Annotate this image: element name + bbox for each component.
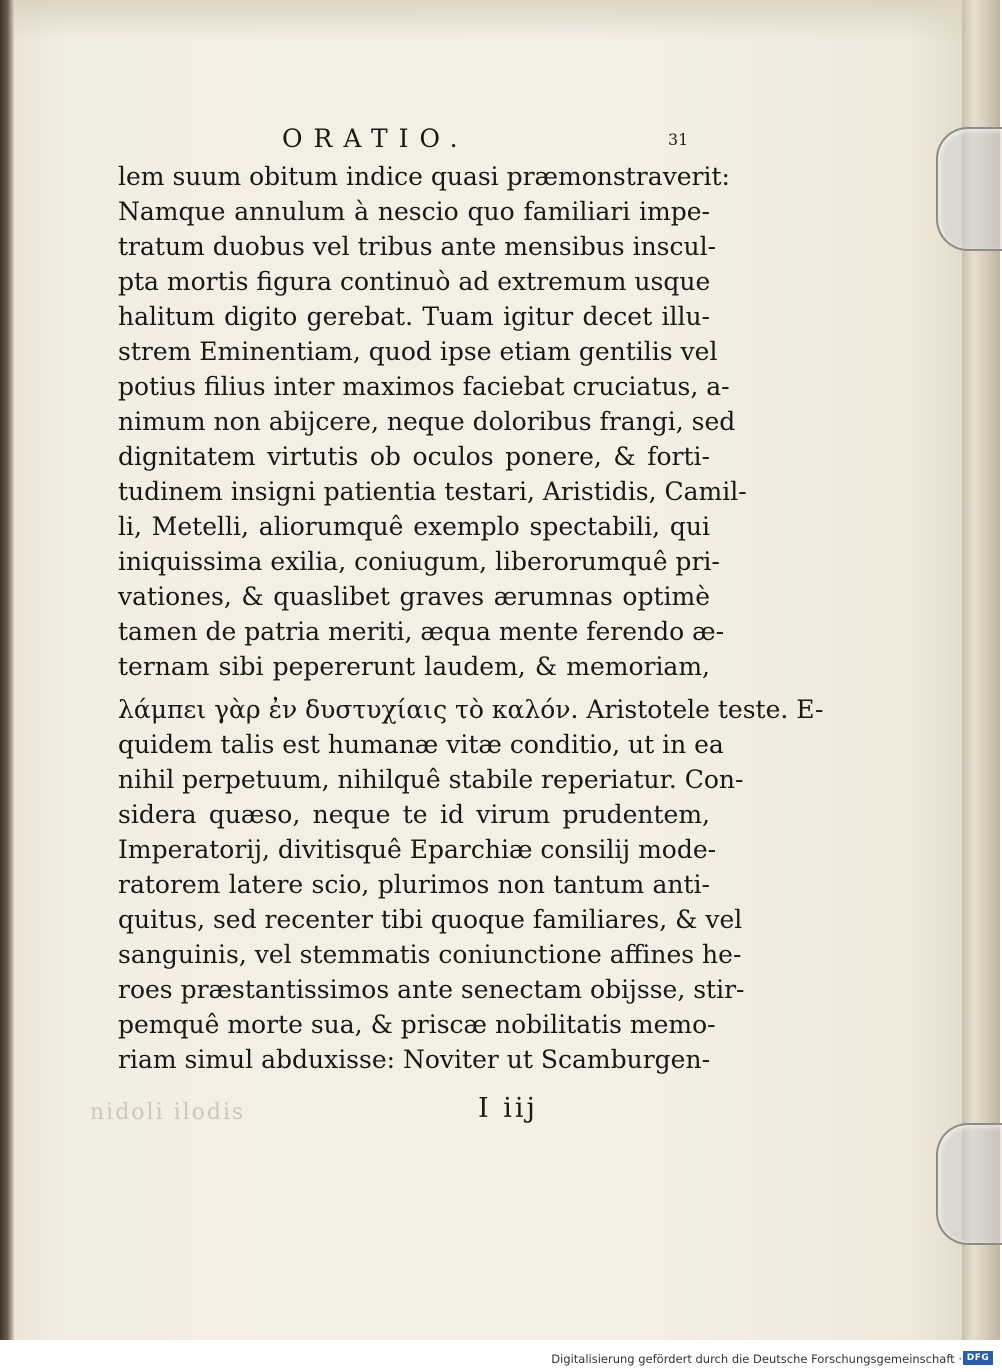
folio-number: 31: [668, 130, 689, 149]
body-line: tamen de patria meriti, æqua mente ferendo æ-: [118, 617, 725, 646]
showthrough-text: nidoli ilodis: [90, 1100, 246, 1125]
body-line: ratorem latere scio, plurimos non tantum anti-: [118, 870, 710, 899]
body-line: sanguinis, vel stemmatis coniunctione affines he-: [118, 940, 742, 969]
signature-mark: I iij: [478, 1093, 538, 1124]
body-line: nimum non abijcere, neque doloribus frangi, sed: [118, 407, 736, 436]
body-line: potius filius inter maximos faciebat cruciatus, a-: [118, 372, 730, 401]
book-binding-edge: [0, 0, 14, 1340]
dfg-logo: DFG: [963, 1351, 993, 1365]
glass-clip-top: [936, 127, 1002, 251]
body-line: lem suum obitum indice quasi præmonstraverit:: [118, 162, 730, 191]
body-line: pemquê morte sua, & priscæ nobilitatis memo-: [118, 1010, 716, 1039]
body-line: tratum duobus vel tribus ante mensibus inscul-: [118, 232, 717, 261]
body-line: quidem talis est humanæ vitæ conditio, ut in ea: [118, 730, 724, 759]
body-line: strem Eminentiam, quod ipse etiam gentilis vel: [118, 337, 718, 366]
running-head: ORATIO.: [282, 124, 469, 153]
body-line: pta mortis figura continuò ad extremum usque: [118, 267, 711, 296]
body-line: nihil perpetuum, nihilquê stabile reperiatur. Con-: [118, 765, 744, 794]
body-line: Imperatorij, divitisquê Eparchiæ consilij mode-: [118, 835, 717, 864]
body-line: roes præstantissimos ante senectam obijsse, stir-: [118, 975, 745, 1004]
body-line: tudinem insigni patientia testari, Aristidis, Camil-: [118, 477, 747, 506]
body-line-greek-quote: λάμπει γὰρ ἐν δυστυχίαις τὸ καλόν. Aristotele teste. E-: [118, 695, 824, 724]
body-line: sidera quæso, neque te id virum prudentem,: [118, 800, 710, 829]
funding-credit: Digitalisierung gefördert durch die Deutsche Forschungsgemeinschaft ·: [551, 1352, 962, 1366]
glass-clip-bottom: [936, 1123, 1002, 1245]
body-line: quitus, sed recenter tibi quoque familiares, & vel: [118, 905, 743, 934]
body-line: halitum digito gerebat. Tuam igitur decet illu-: [118, 302, 710, 331]
body-line: Namque annulum à nescio quo familiari impe-: [118, 197, 710, 226]
body-line: iniquissima exilia, coniugum, liberorumquê pri-: [118, 547, 720, 576]
body-line: dignitatem virtutis ob oculos ponere, & forti-: [118, 442, 710, 471]
body-line: riam simul abduxisse: Noviter ut Scamburgen-: [118, 1045, 711, 1074]
body-line: ternam sibi pepererunt laudem, & memoriam,: [118, 652, 710, 681]
body-line: li, Metelli, aliorumquê exemplo spectabili, qui: [118, 512, 710, 541]
body-line: vationes, & quaslibet graves ærumnas optimè: [118, 582, 710, 611]
paper-top-shadow: [10, 0, 970, 40]
